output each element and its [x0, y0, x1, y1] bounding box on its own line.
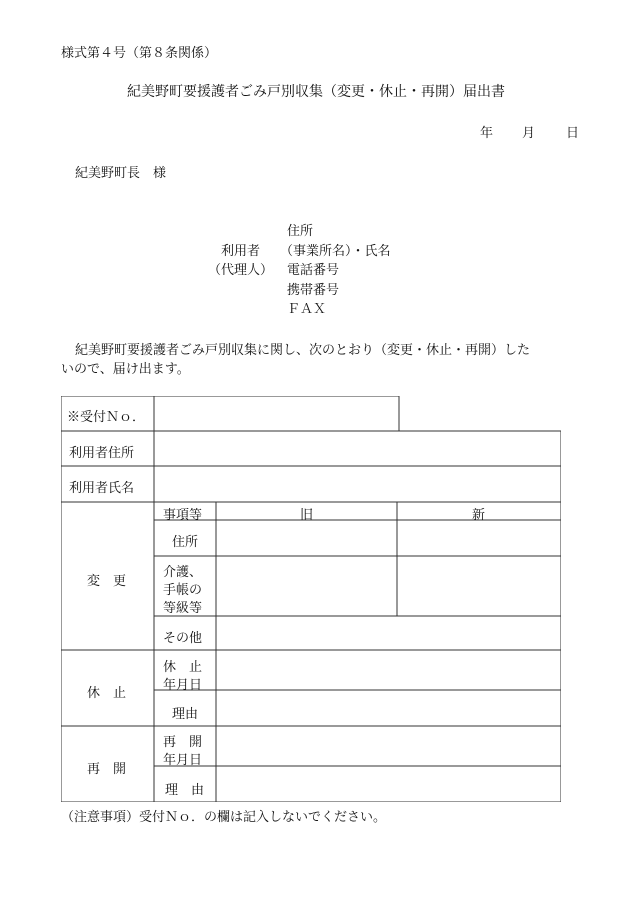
suspend-reason-field[interactable]: [216, 691, 560, 726]
change-section-label: 変 更: [87, 574, 127, 589]
date-month: 月: [522, 126, 536, 141]
user-name-label: 利用者氏名: [69, 481, 135, 496]
suspend-date-label-2: 年月日: [163, 678, 203, 693]
suspend-date-label-1: 休 止: [163, 660, 203, 675]
care-item-label-1: 介護、: [163, 565, 203, 580]
care-old-field[interactable]: [216, 557, 396, 616]
applicant-name-label: （事業所名）・氏名: [280, 244, 391, 259]
reception-no-label: ※受付Ｎｏ．: [67, 410, 146, 425]
address-new-field[interactable]: [397, 521, 560, 556]
date-day: 日: [566, 126, 580, 141]
addressee: 紀美野町長 様: [75, 166, 167, 181]
other-new-field[interactable]: [397, 617, 560, 650]
reception-no-field: [154, 397, 398, 431]
items-header: 事項等: [163, 508, 203, 523]
resume-reason-field[interactable]: [216, 767, 560, 802]
suspend-date-field[interactable]: [216, 651, 560, 690]
old-header: 旧: [299, 508, 313, 523]
applicant-role-label: 利用者: [221, 244, 261, 259]
resume-date-label-2: 年月日: [163, 753, 203, 768]
care-item-label-3: 等級等: [163, 601, 203, 616]
applicant-phone-label: 電話番号: [287, 263, 340, 278]
applicant-proxy-label: （代理人）: [208, 263, 274, 278]
other-old-field[interactable]: [216, 617, 396, 650]
address-old-field[interactable]: [216, 521, 396, 556]
note: （注意事項）受付Ｎｏ．の欄は記入しないでください。: [61, 810, 387, 825]
other-item-label: その他: [163, 631, 203, 646]
resume-date-label-1: 再 開: [163, 735, 203, 750]
applicant-fax-label: ＦＡＸ: [287, 302, 327, 317]
applicant-mobile-label: 携帯番号: [287, 283, 340, 298]
suspend-section-label: 休 止: [87, 686, 127, 701]
user-address-label: 利用者住所: [69, 446, 135, 461]
address-item-label: 住所: [172, 535, 199, 550]
applicant-address-label: 住所: [287, 224, 314, 239]
date-year: 年: [480, 126, 494, 141]
resume-section-label: 再 開: [87, 762, 127, 777]
body-text-line1: 紀美野町要援護者ごみ戸別収集に関し、次のとおり（変更・休止・再開）した: [75, 343, 531, 358]
resume-date-field[interactable]: [216, 727, 560, 766]
care-item-label-2: 手帳の: [163, 583, 203, 598]
document-title: 紀美野町要援護者ごみ戸別収集（変更・休止・再開）届出書: [127, 84, 505, 100]
body-text-line2: いので、届け出ます。: [61, 362, 190, 377]
new-header: 新: [471, 508, 485, 523]
care-new-field[interactable]: [397, 557, 560, 616]
user-address-field[interactable]: [155, 432, 560, 466]
form-number: 様式第４号（第８条関係）: [61, 46, 218, 61]
suspend-reason-label: 理由: [172, 707, 199, 722]
resume-reason-label: 理 由: [165, 783, 205, 798]
user-name-field[interactable]: [155, 467, 560, 501]
